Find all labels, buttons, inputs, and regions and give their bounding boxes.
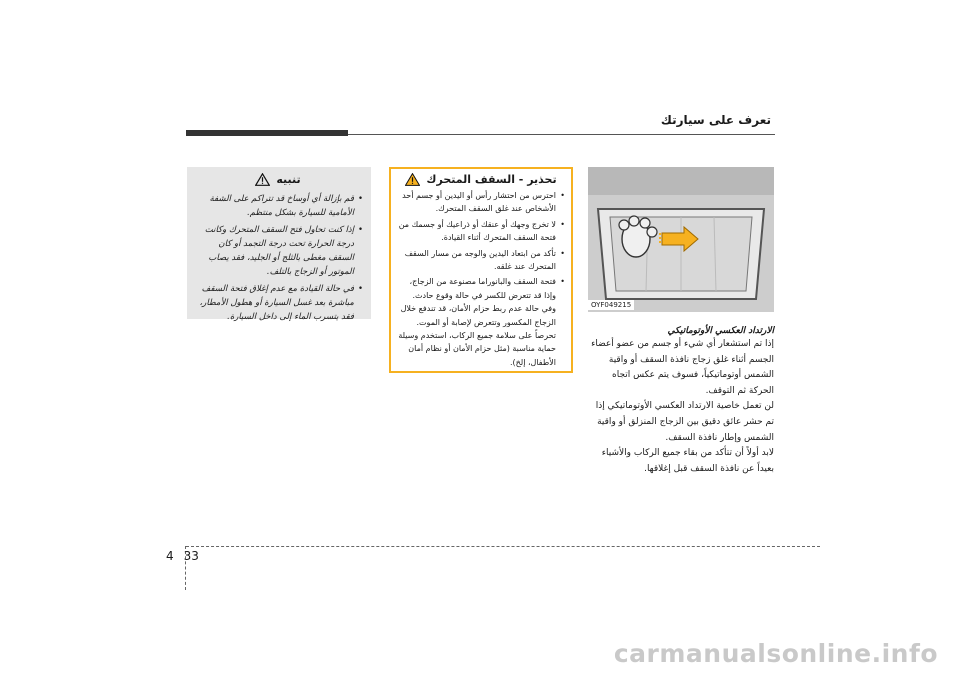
header-bar-thick [186,130,348,136]
sunroof-illustration [588,167,774,312]
notice-item: • إذا كنت تحاول فتح السقف المتحرك وكانت درجة الحرارة تحت درجة التجمد أو كان السقف مغطى بالثلج أو الجليد، فقد يصاب الموتور أو الزجاج بالتلف. [193,223,363,279]
caution-triangle-icon [255,173,270,186]
warning-list [397,189,565,369]
notice-title: تنبيه [276,173,301,186]
figure-code: OYF049215 [588,300,634,310]
header-bar-thin [348,134,775,135]
notice-header [193,173,363,186]
caption-section [588,326,774,477]
notice-item: • قم بإزالة أي أوساخ قد تتراكم على الشفة الأمامية للسيارة بشكل منتظم. [193,192,363,220]
page-number-value: 33 [183,549,199,563]
warning-triangle-icon [405,173,420,186]
notice-box [187,167,371,322]
header-title: تعرف على سيارتك [660,113,771,127]
notice-list [193,192,363,324]
sunroof-figure [588,167,774,312]
warning-header [397,173,565,186]
page-number [166,549,199,563]
warning-item: • فتحة السقف والبانوراما مصنوعة من الزجاج، وإذا قد تتعرض للكسر في حالة وقوع حادث. وفي حالة عدم ربط حزام الأمان، قد تندفع خلال الزجاج المكسور وتتعرض لإصابة أو الموت. تحرصاً على سلامة جميع الركاب، استخدم وسيلة حماية مناسبة (مثل حزام الأمان أو نظام أمان الأطفال، إلخ). [397,275,565,369]
footer-divider [186,546,820,547]
warning-item: • لا تخرج وجهك أو عنقك أو ذراعيك أو جسمك من فتحة السقف المتحرك أثناء القيادة. [397,218,565,245]
chapter-number: 4 [166,549,174,563]
warning-box [389,167,573,373]
caption-title: الارتداد العكسي الأوتوماتيكي [667,326,774,336]
notice-item: • في حالة القيادة مع عدم إغلاق فتحة السقف مباشرة بعد غسل السيارة أو هطول الأمطار، فقد يتسرب الماء إلى داخل السيارة. [193,282,363,324]
warning-item: • تأكد من ابتعاد اليدين والوجه من مسار السقف المتحرك عند غلقه. [397,247,565,274]
caption-paragraph: إذا تم استشعار أي شيء أو جسم من عضو أعضاء الجسم أثناء غلق زجاج نافذة السقف أو واقية الشمس أوتوماتيكياً، فسوف يتم عكس اتجاه الحركة ثم التوقف. [591,339,774,396]
caption-paragraph: لن تعمل خاصية الارتداد العكسي الأوتوماتيكي إذا تم حشر عائق دقيق بين الزجاج المنزلق أو واقية الشمس وإطار نافذة السقف. [595,401,774,443]
warning-item: • احترس من احتشار رأس أو اليدين أو جسم أحد الأشخاص عند غلق السقف المتحرك. [397,189,565,216]
watermark: carmanualsonline.info [613,639,938,668]
warning-title: تحذير - السقف المتحرك [426,173,557,186]
caption-paragraph: لابد أولاً أن تتأكد من بقاء جميع الركاب والأشياء بعيداً عن نافذة السقف قبل إغلاقها. [601,448,774,474]
